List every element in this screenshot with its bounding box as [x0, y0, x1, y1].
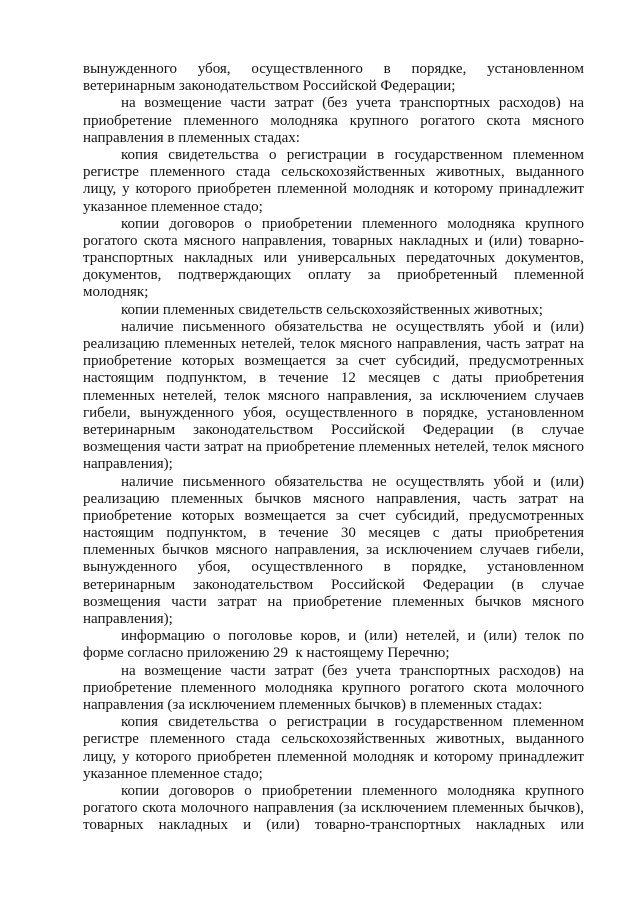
text-line: [83, 559, 584, 576]
paragraph: [83, 663, 584, 715]
text-line: [83, 731, 584, 748]
text-line: [83, 491, 584, 508]
text-line: [83, 61, 584, 78]
text-line-content: лицу, у которого приобретен племенной молодняк и которому принадлежит: [83, 181, 584, 198]
text-line: [83, 370, 584, 387]
text-line: [83, 783, 584, 800]
text-line: [83, 817, 584, 834]
paragraph: [83, 714, 584, 783]
text-line-content: указанное племенное стадо;: [83, 765, 263, 782]
text-line: [83, 267, 584, 284]
text-line-content: ветеринарным законодательством Российской Федерации;: [83, 78, 456, 95]
text-line-content: настоящим подпунктом, в течение 30 месяцев с даты приобретения: [83, 525, 584, 542]
text-line-content: племенных бычков мясного направления, за исключением случаев гибели,: [83, 542, 584, 559]
text-line: [83, 525, 584, 542]
text-line-content: возмещения части затрат на приобретение племенных нетелей, телок мясного: [83, 439, 584, 456]
text-line-content: направления в племенных стадах:: [83, 129, 300, 146]
text-line-content: копия свидетельства о регистрации в государственном племенном: [121, 714, 584, 731]
text-line: [83, 611, 584, 628]
text-line-content: рогатого скота молочного направления (за исключением племенных бычков),: [83, 800, 584, 817]
text-line: [83, 508, 584, 525]
text-line: [83, 78, 584, 95]
text-line: [83, 714, 584, 731]
text-line-content: молодняк;: [83, 284, 149, 301]
paragraph: [83, 95, 584, 147]
text-line: [83, 319, 584, 336]
text-line: [83, 594, 584, 611]
text-line-content: племенных нетелей, телок мясного направления, за исключением случаев: [83, 387, 584, 404]
paragraph: [83, 474, 584, 629]
text-line: [83, 284, 584, 301]
text-line: [83, 749, 584, 766]
text-line: [83, 113, 584, 130]
text-line-content: реализацию племенных бычков мясного направления, часть затрат на: [83, 490, 584, 507]
text-line: [83, 199, 584, 216]
text-line-content: копии племенных свидетельств сельскохозяйственных животных;: [121, 301, 543, 318]
text-line-content: направления (за исключением племенных бычков) в племенных стадах:: [83, 696, 543, 713]
text-line-content: лицу, у которого приобретен племенной молодняк и которому принадлежит: [83, 748, 584, 765]
text-line: [83, 422, 584, 439]
text-line-content: транспортных накладных или универсальных передаточных документов,: [83, 250, 584, 267]
text-line: [83, 439, 584, 456]
paragraph: [83, 628, 584, 662]
text-line-content: указанное племенное стадо;: [83, 198, 263, 215]
text-line-content: вынужденного убоя, осуществленного в порядке, установленном: [83, 61, 584, 77]
text-line-content: приобретение племенного молодняка крупного рогатого скота молочного: [83, 679, 584, 696]
text-line: [83, 302, 584, 319]
text-line-content: регистре племенного стада сельскохозяйственных животных, выданного: [83, 731, 584, 748]
text-line: [83, 216, 584, 233]
text-line: [83, 388, 584, 405]
text-line-content: информацию о поголовье коров, и (или) нетелей, и (или) телок по: [121, 628, 584, 645]
text-line-content: товарных накладных и (или) товарно-транспортных накладных или: [83, 817, 584, 834]
text-line: [83, 336, 584, 353]
text-line-content: приобретение которых возмещается за счет субсидий, предусмотренных: [83, 353, 584, 370]
text-line-content: наличие письменного обязательства не осуществлять убой и (или): [121, 318, 584, 335]
text-line-content: рогатого скота мясного направления, товарных накладных и (или) товарно-: [83, 232, 584, 249]
text-line: [83, 164, 584, 181]
text-line: [83, 645, 584, 662]
text-line-content: документов, подтверждающих оплату за приобретенный племенной: [83, 267, 584, 284]
text-line-content: приобретение которых возмещается за счет субсидий, предусмотренных: [83, 507, 584, 524]
text-line: [83, 250, 584, 267]
paragraph: [83, 783, 584, 835]
text-line: [83, 233, 584, 250]
text-line: [83, 405, 584, 422]
text-line-content: на возмещение части затрат (без учета транспортных расходов) на: [121, 662, 584, 679]
text-line: [83, 474, 584, 491]
text-line: [83, 147, 584, 164]
text-line: [83, 697, 584, 714]
text-line-content: копии договоров о приобретении племенного молодняка крупного: [121, 782, 584, 799]
text-line: [83, 456, 584, 473]
text-line-content: ветеринарным законодательством Российской Федерации (в случае: [83, 421, 584, 438]
text-line: [83, 680, 584, 697]
text-line-content: приобретение племенного молодняка крупного рогатого скота мясного: [83, 112, 584, 129]
text-line: [83, 800, 584, 817]
text-line-content: на возмещение части затрат (без учета транспортных расходов) на: [121, 95, 584, 112]
text-line: [83, 766, 584, 783]
text-line-content: регистре племенного стада сельскохозяйственных животных, выданного: [83, 164, 584, 181]
text-line-content: ветеринарным законодательством Российской Федерации (в случае: [83, 576, 584, 593]
text-line: [83, 663, 584, 680]
text-line: [83, 628, 584, 645]
text-line-content: копии договоров о приобретении племенного молодняка крупного: [121, 215, 584, 232]
text-line: [83, 577, 584, 594]
text-line-content: направления);: [83, 456, 173, 473]
text-line: [83, 95, 584, 112]
paragraph: [83, 147, 584, 216]
document-body: [83, 61, 584, 834]
text-line-content: направления);: [83, 611, 173, 627]
text-line-content: копия свидетельства о регистрации в государственном племенном: [121, 146, 584, 163]
paragraph: [83, 61, 584, 95]
paragraph: [83, 319, 584, 474]
text-line-content: вынужденного убоя, осуществленного в порядке, установленном: [83, 559, 584, 576]
text-line-content: настоящим подпунктом, в течение 12 месяцев с даты приобретения: [83, 370, 584, 387]
text-line-content: гибели, вынужденного убоя, осуществленного в порядке, установленном: [83, 404, 584, 421]
text-line: [83, 542, 584, 559]
text-line-content: возмещения части затрат на приобретение племенных бычков мясного: [83, 593, 584, 610]
text-line-content: форме согласно приложению 29 к настоящему Перечню;: [83, 645, 450, 662]
text-line: [83, 130, 584, 147]
paragraph: [83, 216, 584, 302]
text-line: [83, 181, 584, 198]
text-line: [83, 353, 584, 370]
paragraph: [83, 302, 584, 319]
text-line-content: реализацию племенных нетелей, телок мясного направления, часть затрат на: [83, 336, 584, 352]
text-line-content: наличие письменного обязательства не осуществлять убой и (или): [121, 473, 584, 490]
